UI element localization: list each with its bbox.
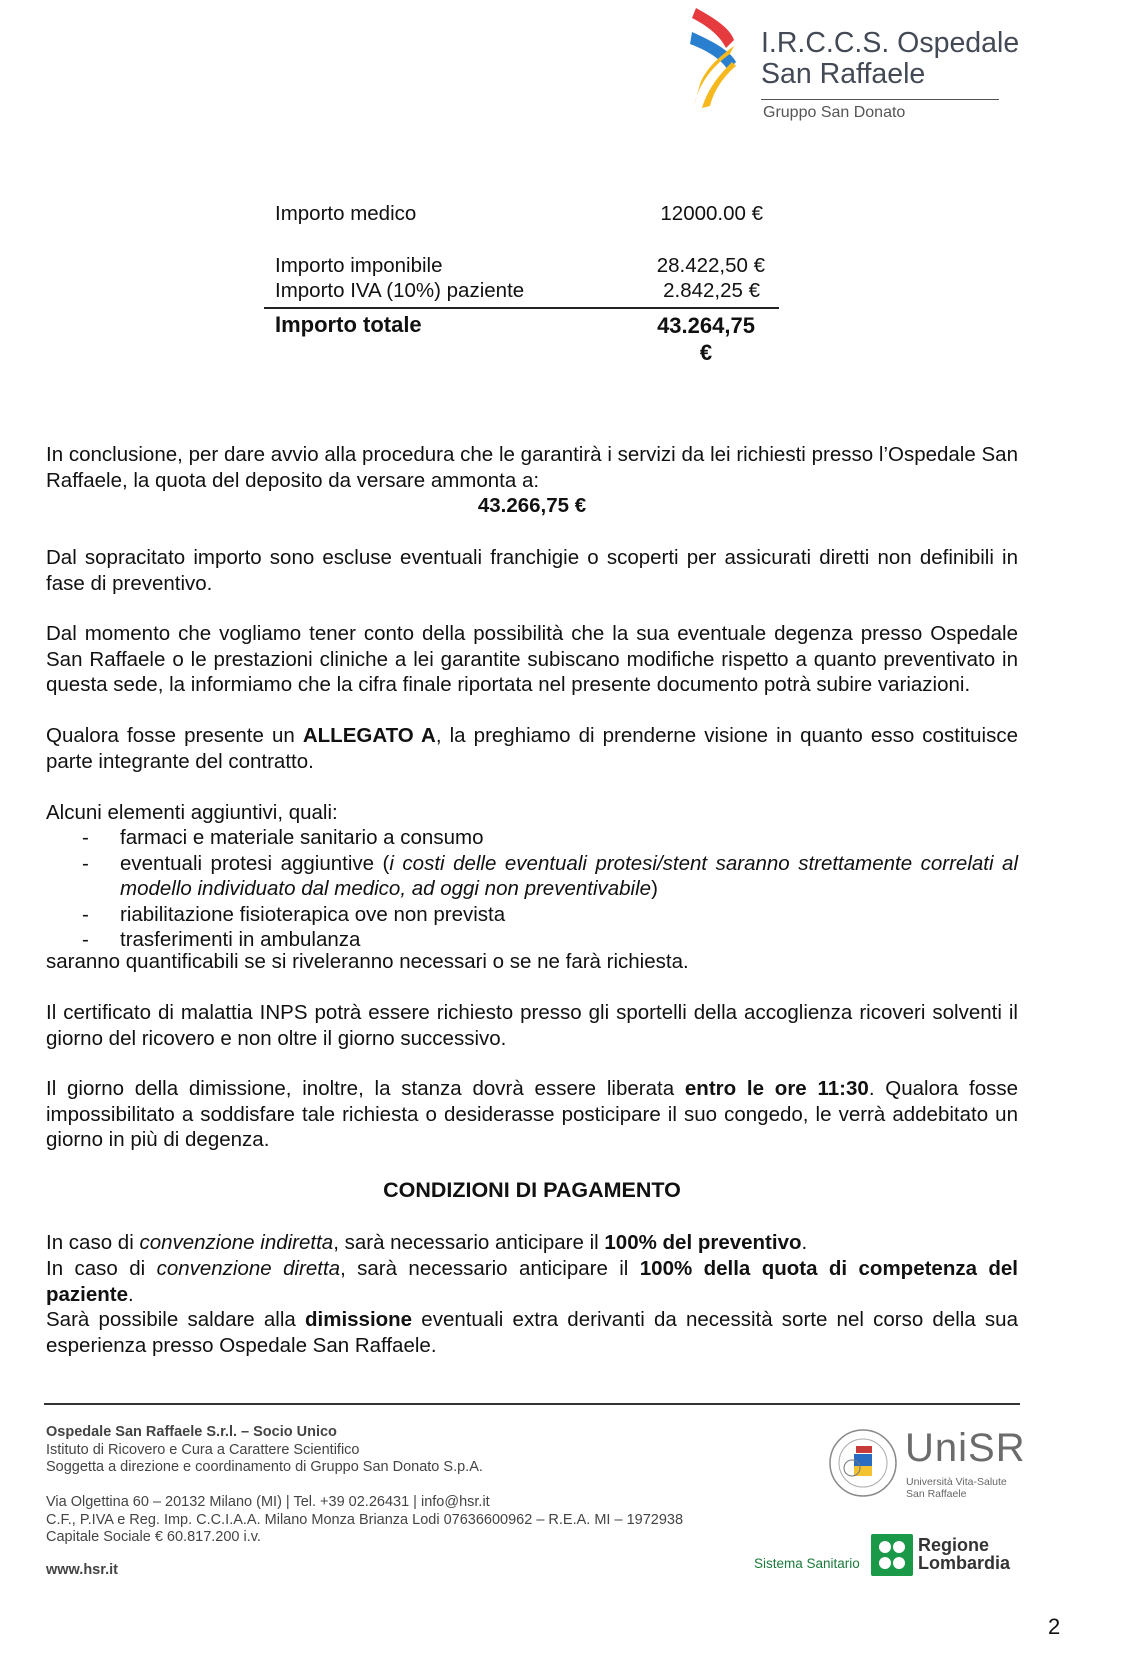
paragraph-payment-extras xyxy=(46,1307,1018,1358)
paragraph-payment-indirect xyxy=(46,1230,1018,1256)
summary-total-value-line1: 43.264,75 xyxy=(657,313,755,338)
pay-indirect-text-e: . xyxy=(801,1231,808,1254)
regione-line2: Lombardia xyxy=(918,1553,1011,1573)
summary-total-label: Importo totale xyxy=(275,312,422,337)
list-item xyxy=(46,825,1018,851)
list-dash: - xyxy=(82,902,89,926)
hospital-name xyxy=(761,28,1019,90)
group-name: Gruppo San Donato xyxy=(763,104,906,121)
summary-total-value xyxy=(640,312,772,366)
footer-registration: C.F., P.IVA e Reg. Imp. C.C.I.A.A. Milano Monza Brianza Lodi 07636600962 – R.E.A. MI – 1972938 xyxy=(46,1511,684,1528)
pay-indirect-text-a: In caso di xyxy=(46,1231,140,1254)
deposit-amount: 43.266,75 € xyxy=(477,494,587,517)
footer-address: Via Olgettina 60 – 20132 Milano (MI) | Tel. +39 02.26431 | info@hsr.it xyxy=(46,1494,490,1510)
footer-contact-info xyxy=(46,1494,766,1547)
pay-indirect-italic: convenzione indiretta xyxy=(139,1231,334,1254)
footer-company-info xyxy=(46,1424,746,1477)
unisr-logo-text: UniSR xyxy=(905,1426,1026,1470)
list-item-italic-note: i costi delle eventuali protesi/stent saranno strettamente correlati al modello individuato dal medico, ad oggi non preventivabile xyxy=(120,851,1018,900)
dimissione-text-a: Il giorno della dimissione, inoltre, la stanza dovrà essere liberata xyxy=(46,1077,685,1100)
allegato-text-a: Qualora fosse presente un xyxy=(46,724,303,747)
paragraph-inps: Il certificato di malattia INPS potrà essere richiesto presso gli sportelli della accoglienza ricoveri solventi il giorno del ricovero e non oltre il giorno successivo. xyxy=(46,1001,1018,1050)
dimissione-text-c: . Qualora fosse impossibilitato a soddisfare tale richiesta o desiderasse posticipare il suo congedo, le verrà addebitato un giorno in più di degenza. xyxy=(46,1077,1019,1151)
hospital-name-line1: I.R.C.C.S. Ospedale xyxy=(761,27,1020,59)
summary-divider xyxy=(264,307,779,309)
footer-divider xyxy=(44,1403,1020,1405)
summary-label-medico: Importo medico xyxy=(275,202,417,225)
regione-line1: Regione xyxy=(918,1535,990,1555)
paragraph-conclusion: In conclusione, per dare avvio alla procedura che le garantirà i servizi da lei richiesti presso l’Ospedale San Raffaele, la quota del deposito da versare ammonta a: xyxy=(46,443,1018,492)
list-item-text: farmaci e materiale sanitario a consumo xyxy=(120,826,484,849)
hsr-logo-mark-icon xyxy=(690,6,742,110)
summary-value-medico: 12000.00 € xyxy=(660,202,763,225)
extras-list xyxy=(46,825,1018,953)
paragraph-allegato xyxy=(46,723,1018,774)
page-number: 2 xyxy=(1048,1614,1061,1639)
allegato-text-c: , la preghiamo di prenderne visione in quanto esso costituisce parte integrante del contratto. xyxy=(46,724,1019,773)
list-item xyxy=(46,851,1018,902)
pay-direct-bold: 100% della quota di competenza del paziente xyxy=(46,1257,1019,1306)
regione-lombardia-text xyxy=(918,1536,1010,1572)
summary-label-iva: Importo IVA (10%) paziente xyxy=(275,279,525,302)
allegato-a-emphasis: ALLEGATO A xyxy=(302,724,436,747)
footer-website[interactable]: www.hsr.it xyxy=(46,1562,118,1578)
sistema-sanitario-label: Sistema Sanitario xyxy=(754,1556,860,1571)
footer-capital: Capitale Sociale € 60.817.200 i.v. xyxy=(46,1529,261,1545)
pay-extras-text-a: Sarà possibile saldare alla xyxy=(46,1308,305,1331)
pay-direct-text-e: . xyxy=(128,1282,134,1306)
pay-indirect-bold: 100% del preventivo xyxy=(604,1231,802,1254)
list-item-text: trasferimenti in ambulanza xyxy=(120,928,361,951)
pay-direct-text-a: In caso di xyxy=(46,1257,157,1280)
unisr-subtitle-line1: Università Vita-Salute xyxy=(906,1476,1007,1488)
pay-direct-italic: convenzione diretta xyxy=(156,1257,341,1280)
list-item-text: eventuali protesi aggiuntive ( xyxy=(120,851,390,875)
list-dash: - xyxy=(82,826,89,849)
unisr-seal-icon xyxy=(828,1428,898,1498)
footer-line: Soggetta a direzione e coordinamento di Gruppo San Donato S.p.A. xyxy=(46,1459,483,1475)
paragraph-extras-intro: Alcuni elementi aggiuntivi, quali: xyxy=(46,801,338,824)
lombardia-rose-icon xyxy=(871,1534,913,1576)
list-item-text: riabilitazione fisioterapica ove non prevista xyxy=(120,902,506,926)
list-dash: - xyxy=(82,928,89,951)
paragraph-payment-direct xyxy=(46,1256,1018,1307)
pay-extras-text-c: eventuali extra derivanti da necessità sorte nel corso della sua esperienza presso Ospedale San Raffaele. xyxy=(46,1308,1018,1357)
list-item-text-close: ) xyxy=(651,877,658,900)
paragraph-exclusions: Dal sopracitato importo sono escluse eventuali franchigie o scoperti per assicurati diretti non definibili in fase di preventivo. xyxy=(46,546,1018,595)
unisr-subtitle-line2: San Raffaele xyxy=(906,1488,967,1500)
paragraph-extras-outro: saranno quantificabili se si riveleranno necessari o se ne farà richiesta. xyxy=(46,950,689,973)
section-heading-payment: CONDIZIONI DI PAGAMENTO xyxy=(383,1178,681,1202)
footer-line: Istituto di Ricovero e Cura a Carattere Scientifico xyxy=(46,1441,360,1458)
summary-value-iva: 2.842,25 € xyxy=(663,279,760,302)
pay-direct-text-c: , sarà necessario anticipare il xyxy=(340,1257,640,1280)
list-dash: - xyxy=(82,851,89,875)
unisr-subtitle xyxy=(906,1476,1007,1500)
summary-label-imponibile: Importo imponibile xyxy=(275,254,443,277)
pay-extras-bold: dimissione xyxy=(305,1308,413,1331)
summary-value-imponibile: 28.422,50 € xyxy=(656,254,765,277)
summary-total-value-line2: € xyxy=(699,340,713,365)
paragraph-variations: Dal momento che vogliamo tener conto della possibilità che la sua eventuale degenza presso Ospedale San Raffaele o le prestazioni cliniche a lei garantite subiscano modifiche rispetto a quanto preventivato in questa sede, la informiamo che la cifra finale riportata nel presente documento potrà subire variazioni. xyxy=(46,622,1018,696)
pay-indirect-text-c: , sarà necessario anticipare il xyxy=(333,1231,605,1254)
hospital-name-line2: San Raffaele xyxy=(761,58,926,90)
logo-divider xyxy=(761,99,999,100)
dimissione-time-emphasis: entro le ore 11:30 xyxy=(684,1077,869,1100)
footer-company: Ospedale San Raffaele S.r.l. – Socio Unico xyxy=(46,1424,337,1440)
list-item xyxy=(46,902,1018,928)
paragraph-dimissione xyxy=(46,1076,1018,1153)
